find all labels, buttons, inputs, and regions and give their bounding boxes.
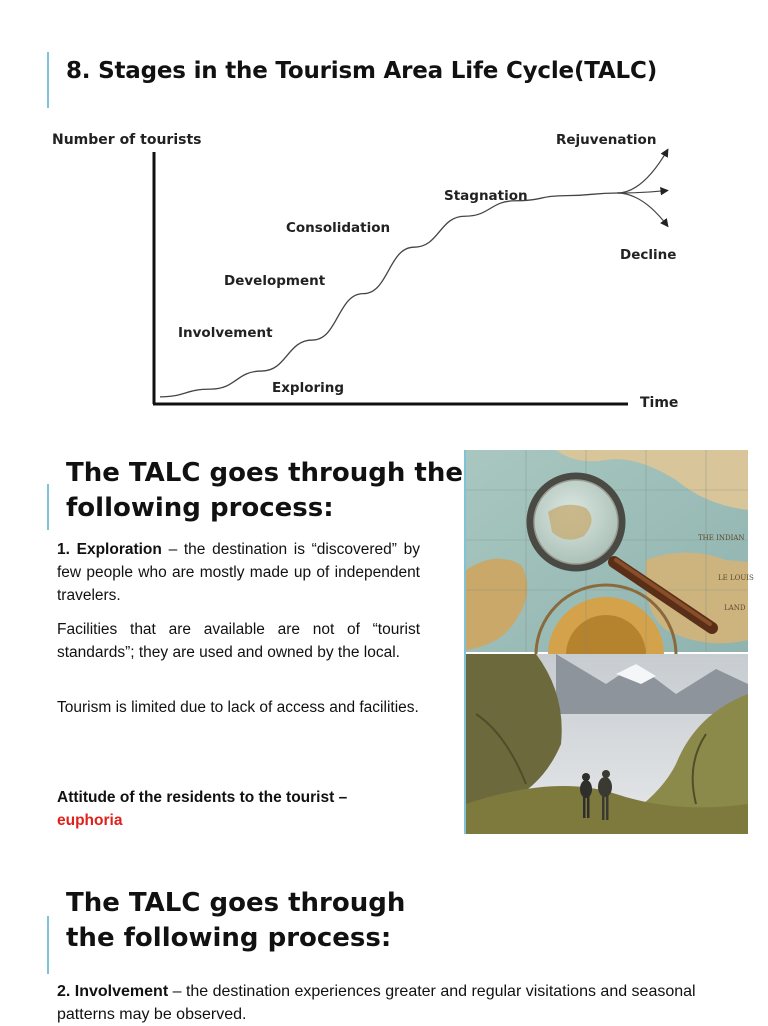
section2-title-line1: The TALC goes through	[66, 888, 406, 918]
attitude-label: Attitude of the residents to the tourist –	[57, 789, 348, 806]
branch-decline	[617, 193, 668, 227]
exploration-term: 1. Exploration	[57, 541, 162, 558]
stage-label-involvement: Involvement	[178, 325, 273, 341]
attitude-value: euphoria	[57, 812, 123, 829]
stage-labels	[178, 132, 676, 396]
section1-title-line1: The TALC goes through the	[66, 458, 463, 488]
outcome-label-decline: Decline	[620, 247, 677, 263]
section1-title-line2: following process:	[66, 493, 334, 523]
outcome-branches	[617, 149, 668, 226]
map-word-3: LAND	[724, 604, 746, 612]
involvement-description: – the destination experiences greater and regular visitations and seasonal patterns may be observed.	[57, 983, 696, 1023]
facilities-paragraph: Facilities that are available are not of “tourist standards”; they are used and owned by the local.	[57, 621, 420, 661]
section1-title	[66, 456, 463, 526]
stage-label-exploring: Exploring	[272, 380, 345, 396]
y-axis-label: Number of tourists	[52, 132, 202, 148]
exploration-paragraph	[57, 538, 420, 607]
map-word-2: LE LOUIS	[718, 574, 754, 582]
photo-panel	[464, 450, 754, 834]
involvement-term: 2. Involvement	[57, 983, 169, 1000]
section2-title	[66, 886, 405, 956]
talc-chart	[48, 122, 718, 422]
exploration-description: – the destination is “discovered” by few people who are mostly made up of independent travelers.	[57, 541, 420, 604]
section2-accent-bar	[47, 916, 49, 974]
branch-rejuvenation	[617, 149, 668, 193]
hiking-landscape-photo	[466, 654, 748, 834]
slide-title: 8. Stages in the Tourism Area Life Cycle(TALC)	[66, 58, 658, 84]
section1-accent-bar	[47, 484, 49, 530]
section2-title-line2: the following process:	[66, 923, 392, 953]
attitude-paragraph	[57, 786, 420, 832]
tourism-limited-paragraph: Tourism is limited due to lack of access and facilities.	[57, 699, 419, 716]
stage-label-consolidation: Consolidation	[286, 220, 391, 236]
title-accent-bar	[47, 52, 49, 108]
involvement-paragraph	[57, 980, 737, 1026]
stage-label-stagnation: Stagnation	[444, 188, 528, 204]
stage-label-development: Development	[224, 273, 326, 289]
map-word-1: THE INDIAN	[698, 534, 745, 542]
x-axis-label: Time	[640, 395, 679, 411]
outcome-label-rejuvenation: Rejuvenation	[556, 132, 657, 148]
